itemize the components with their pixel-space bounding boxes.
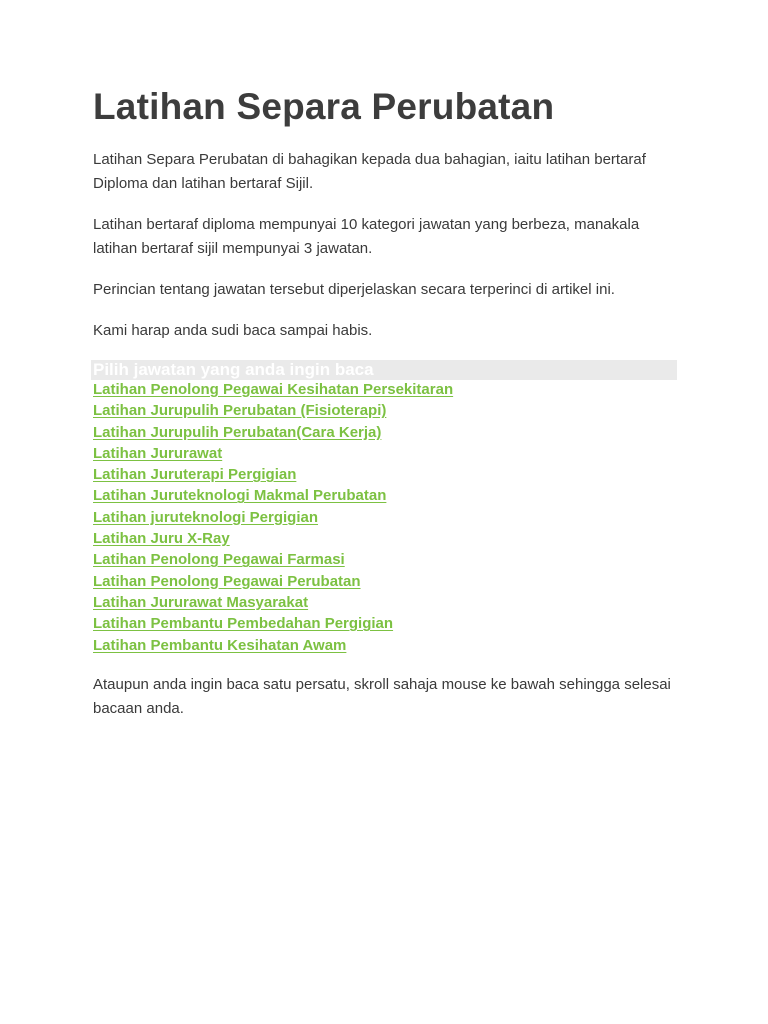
toc-link-pembantu-kesihatan-awam[interactable]: Latihan Pembantu Kesihatan Awam <box>93 636 347 654</box>
list-item <box>93 465 683 486</box>
article <box>93 84 683 738</box>
toc-link-juruteknologi-pergigian[interactable]: Latihan juruteknologi Pergigian <box>93 508 319 526</box>
list-item <box>93 401 683 422</box>
toc-link-juru-x-ray[interactable]: Latihan Juru X-Ray <box>93 530 230 548</box>
toc-link-pembantu-pembedahan-pergigian[interactable]: Latihan Pembantu Pembedahan Pergigian <box>93 615 394 633</box>
list-item <box>93 614 683 635</box>
list-item <box>93 508 683 529</box>
article-title: Latihan Separa Perubatan <box>93 86 555 127</box>
categories-paragraph: Latihan bertaraf diploma mempunyai 10 kategori jawatan yang berbeza, manakala latihan bertaraf sijil mempunyai 3 jawatan. <box>93 216 640 257</box>
list-item <box>93 486 683 507</box>
toc-link-jururawat-masyarakat[interactable]: Latihan Jururawat Masyarakat <box>93 593 309 611</box>
list-item <box>93 636 683 657</box>
toc-link-juruteknologi-makmal[interactable]: Latihan Juruteknologi Makmal Perubatan <box>93 487 387 505</box>
list-item <box>93 423 683 444</box>
read-request-paragraph: Kami harap anda sudi baca sampai habis. <box>93 322 373 339</box>
list-item <box>93 529 683 550</box>
list-item <box>93 380 683 401</box>
toc-link-jururawat[interactable]: Latihan Jururawat <box>93 444 223 462</box>
list-item <box>93 444 683 465</box>
toc-link-penolong-pegawai-kesihatan-persekitaran[interactable]: Latihan Penolong Pegawai Kesihatan Persekitaran <box>93 381 454 398</box>
list-item <box>93 593 683 614</box>
intro-paragraph: Latihan Separa Perubatan di bahagikan kepada dua bahagian, iaitu latihan bertaraf Diploma dan latihan bertaraf Sijil. <box>93 151 646 192</box>
toc-list <box>93 380 683 657</box>
toc-link-juruterapi-pergigian[interactable]: Latihan Juruterapi Pergigian <box>93 466 297 484</box>
list-item <box>93 572 683 593</box>
toc-link-penolong-pegawai-farmasi[interactable]: Latihan Penolong Pegawai Farmasi <box>93 551 345 569</box>
toc-header: Pilih jawatan yang anda ingin baca <box>91 360 677 380</box>
toc-link-penolong-pegawai-perubatan[interactable]: Latihan Penolong Pegawai Perubatan <box>93 572 361 590</box>
list-item <box>93 550 683 571</box>
closing-paragraph: Ataupun anda ingin baca satu persatu, skroll sahaja mouse ke bawah sehingga selesai bacaan anda. <box>93 675 671 717</box>
toc-link-jurupulih-cara-kerja[interactable]: Latihan Jurupulih Perubatan(Cara Kerja) <box>93 423 382 441</box>
toc-link-jurupulih-fisioterapi[interactable]: Latihan Jurupulih Perubatan (Fisioterapi) <box>93 402 387 420</box>
details-paragraph: Perincian tentang jawatan tersebut diperjelaskan secara terperinci di artikel ini. <box>93 281 615 298</box>
